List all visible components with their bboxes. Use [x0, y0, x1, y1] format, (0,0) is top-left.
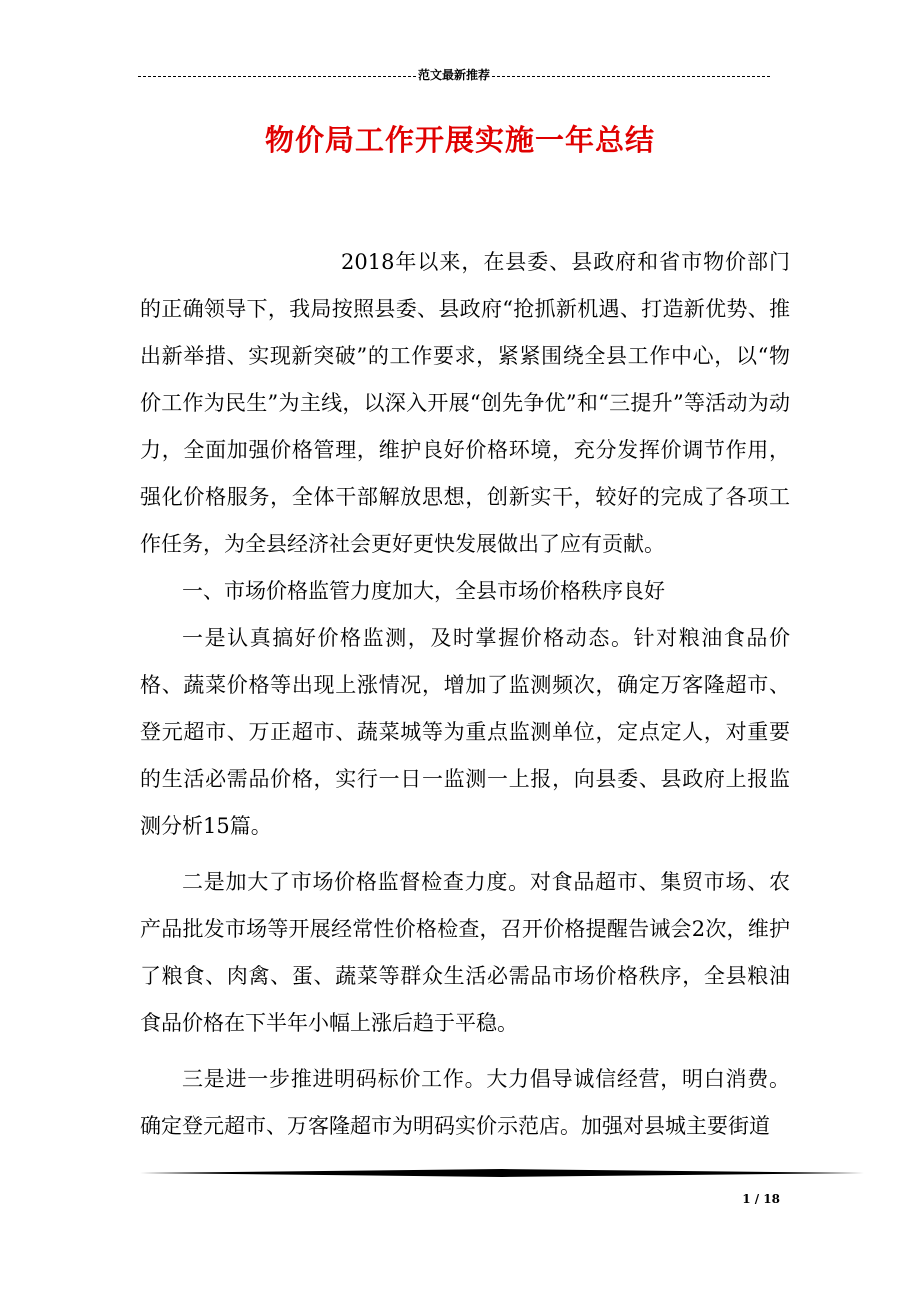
- paragraph-price-marking: 三是进一步推进明码标价工作。大力倡导诚信经营，明白消费。确定登元超市、万客隆超市为明码实价示范店。加强对县城主要街道: [140, 1067, 790, 1138]
- header-dashes-left: [138, 76, 416, 77]
- header-dashes-right: [492, 76, 770, 77]
- document-body: [140, 239, 790, 1150]
- page-number: 1 / 18: [742, 1192, 780, 1206]
- paragraph-intro: 2018年以来，在县委、县政府和省市物价部门的正确领导下，我局按照县委、县政府“抢抓新机遇、打造新优势、推出新举措、实现新突破”的工作要求，紧紧围绕全县工作中心，以“物价工作为民生”为主线，以深入开展“创先争优”和“三提升”等活动为动力，全面加强价格管理，维护良好价格环境，充分发挥价调节作用，强化价格服务，全体干部解放思想，创新实干，较好的完成了各项工作任务，为全县经济社会更好更快发展做出了应有贡献。: [140, 250, 790, 556]
- document-title: 物价局工作开展实施一年总结: [264, 123, 655, 157]
- header-label: 范文最新推荐: [418, 68, 491, 82]
- section-heading-1: 一、市场价格监管力度加大，全县市场价格秩序良好: [182, 579, 665, 603]
- paragraph-price-monitoring: 一是认真搞好价格监测，及时掌握价格动态。针对粮油食品价格、蔬菜价格等出现上涨情况，增加了监测频次，确定万客隆超市、登元超市、万正超市、蔬菜城等为重点监测单位，定点定人，对重要的生活必需品价格，实行一日一监测一上报，向县委、县政府上报监测分析15篇。: [140, 626, 790, 838]
- footer-rule: [140, 1168, 864, 1178]
- page-header: [138, 66, 770, 84]
- paragraph-price-inspection: 二是加大了市场价格监督检查力度。对食品超市、集贸市场、农产品批发市场等开展经常性价格检查，召开价格提醒告诫会2次，维护了粮食、肉禽、蛋、蔬菜等群众生活必需品市场价格秩序，全县粮油食品价格在下半年小幅上涨后趋于平稳。: [140, 870, 790, 1035]
